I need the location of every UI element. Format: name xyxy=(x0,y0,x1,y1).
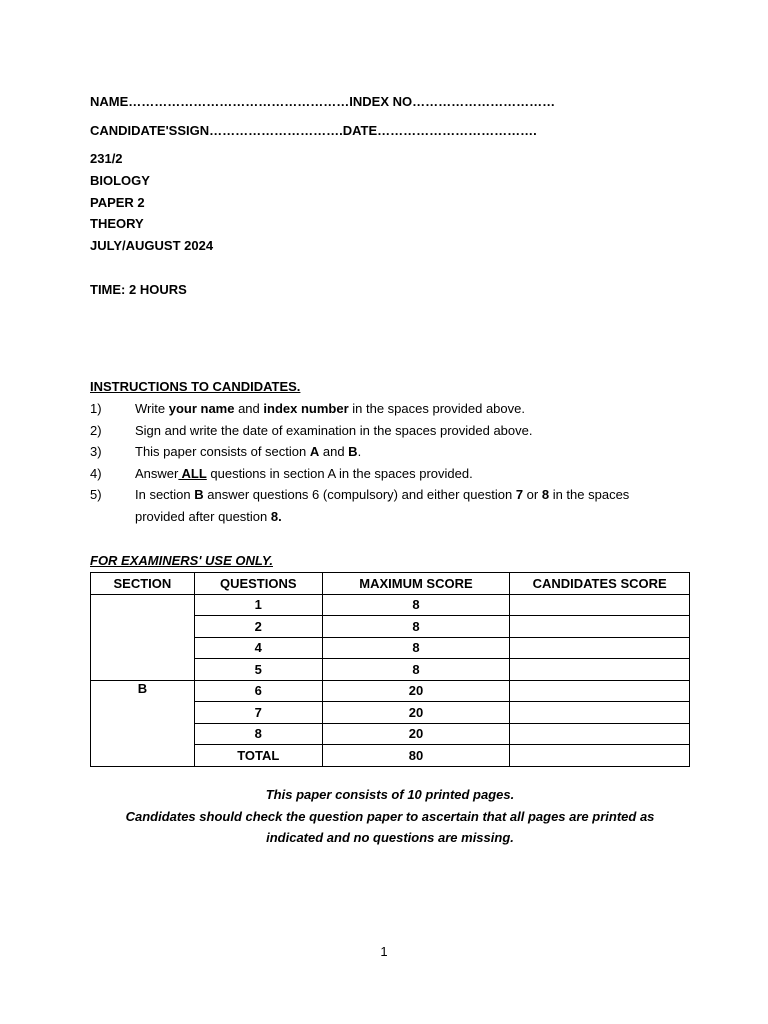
max-score-cell: 20 xyxy=(322,702,510,724)
question-cell: 6 xyxy=(194,680,322,702)
column-header: CANDIDATES SCORE xyxy=(510,573,690,595)
column-header: SECTION xyxy=(91,573,195,595)
instruction-number: 4) xyxy=(90,465,102,481)
paper-number: PAPER 2 xyxy=(90,195,145,210)
table-row xyxy=(91,594,690,616)
candidate-score-cell xyxy=(510,723,690,745)
candidate-score-cell xyxy=(510,594,690,616)
sign-date-line: CANDIDATE'SSIGN………………………….DATE………………………………. xyxy=(90,123,537,138)
question-cell: 7 xyxy=(194,702,322,724)
footer-note xyxy=(90,784,690,849)
instruction-number: 5) xyxy=(90,487,102,503)
max-score-cell: 8 xyxy=(322,594,510,616)
max-score-cell: 8 xyxy=(322,659,510,681)
instruction-text: Write your name and index number in the spaces provided above. xyxy=(135,401,525,416)
total-label-cell: TOTAL xyxy=(194,745,322,767)
section-b-cell: B xyxy=(91,680,195,766)
candidate-score-cell xyxy=(510,680,690,702)
total-max-cell: 80 xyxy=(322,745,510,767)
instruction-item xyxy=(90,420,690,442)
paper-type: THEORY xyxy=(90,216,144,231)
instruction-number: 1) xyxy=(90,401,102,416)
instruction-item xyxy=(90,398,690,420)
name-index-line: NAME……………………………………………INDEX NO…………………………… xyxy=(90,94,556,109)
section-a-cell xyxy=(91,594,195,680)
footer-line: This paper consists of 10 printed pages. xyxy=(265,787,515,802)
footer-line: indicated and no questions are missing. xyxy=(266,830,514,845)
question-cell: 2 xyxy=(194,616,322,638)
candidate-score-cell xyxy=(510,659,690,681)
page-number: 1 xyxy=(380,944,388,959)
instruction-text: Sign and write the date of examination in the spaces provided above. xyxy=(135,422,533,438)
instruction-number: 2) xyxy=(90,422,102,438)
table-header-row xyxy=(91,573,690,595)
question-cell: 5 xyxy=(194,659,322,681)
candidate-score-cell xyxy=(510,637,690,659)
candidate-score-cell xyxy=(510,616,690,638)
subject: BIOLOGY xyxy=(90,173,150,188)
exam-session: JULY/AUGUST 2024 xyxy=(90,238,214,253)
examiners-title: FOR EXAMINERS' USE ONLY. xyxy=(90,553,273,568)
score-table xyxy=(90,572,690,767)
max-score-cell: 8 xyxy=(322,616,510,638)
candidate-score-cell xyxy=(510,702,690,724)
instruction-text: In section B answer questions 6 (compulsory) and either question 7 or 8 in the spaces provided after question 8. xyxy=(135,487,630,524)
instructions-title: INSTRUCTIONS TO CANDIDATES. xyxy=(90,379,301,394)
instruction-text: Answer ALL questions in section A in the spaces provided. xyxy=(135,465,473,481)
instruction-item xyxy=(90,463,690,485)
exam-time: TIME: 2 HOURS xyxy=(90,282,187,297)
question-cell: 1 xyxy=(194,594,322,616)
candidate-total-cell xyxy=(510,745,690,767)
footer-line: Candidates should check the question paper to ascertain that all pages are printed as xyxy=(125,808,655,824)
instruction-item xyxy=(90,484,690,527)
question-cell: 4 xyxy=(194,637,322,659)
question-cell: 8 xyxy=(194,723,322,745)
column-header: QUESTIONS xyxy=(194,573,322,595)
table-row xyxy=(91,680,690,702)
paper-code: 231/2 xyxy=(90,151,123,166)
instruction-text: This paper consists of section A and B. xyxy=(135,444,362,460)
max-score-cell: 8 xyxy=(322,637,510,659)
max-score-cell: 20 xyxy=(322,680,510,702)
instruction-item xyxy=(90,441,690,463)
instructions-list xyxy=(90,398,690,528)
instruction-number: 3) xyxy=(90,444,102,460)
max-score-cell: 20 xyxy=(322,723,510,745)
column-header: MAXIMUM SCORE xyxy=(322,573,510,595)
